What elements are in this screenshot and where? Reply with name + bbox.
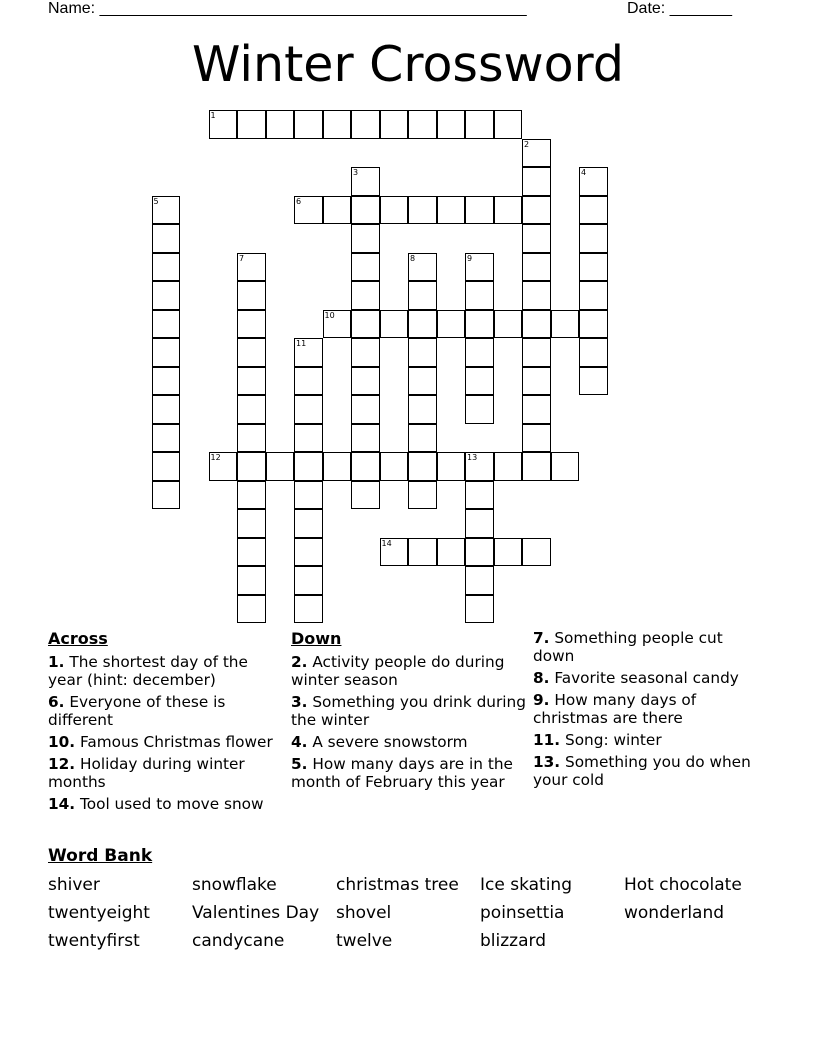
crossword-cell[interactable] bbox=[579, 253, 608, 282]
crossword-cell[interactable] bbox=[522, 395, 551, 424]
word-bank-word: wonderland bbox=[624, 903, 725, 923]
clue-text: Holiday during winter months bbox=[48, 755, 245, 791]
clue-number: 13. bbox=[533, 753, 561, 771]
crossword-cell[interactable] bbox=[522, 367, 551, 396]
clue-text: Something you do when your cold bbox=[533, 753, 751, 789]
clue-number: 11. bbox=[533, 731, 561, 749]
clue-number: 1. bbox=[48, 653, 65, 671]
crossword-cell[interactable] bbox=[465, 253, 494, 282]
crossword-cell[interactable] bbox=[465, 310, 494, 339]
crossword-cell[interactable] bbox=[380, 538, 409, 567]
crossword-cell[interactable] bbox=[465, 509, 494, 538]
crossword-cell[interactable] bbox=[408, 110, 437, 139]
clue-number-label: 3 bbox=[353, 168, 359, 177]
clue-number-label: 14 bbox=[381, 538, 392, 548]
clue-number: 5. bbox=[291, 755, 308, 773]
clue-down-7 bbox=[533, 629, 768, 665]
clue-number-label: 1 bbox=[210, 111, 216, 120]
crossword-cell[interactable] bbox=[323, 452, 352, 481]
clue-number: 6. bbox=[48, 693, 65, 711]
crossword-cell[interactable] bbox=[351, 395, 380, 424]
across-heading: Across bbox=[48, 629, 108, 648]
crossword-cell[interactable] bbox=[408, 310, 437, 339]
crossword-cell[interactable] bbox=[294, 196, 323, 225]
clue-number-label: 7 bbox=[239, 253, 245, 263]
down-heading: Down bbox=[291, 629, 342, 648]
clue-text: Song: winter bbox=[564, 731, 662, 749]
page-title: Winter Crossword bbox=[192, 36, 624, 93]
clue-text: The shortest day of the year (hint: december) bbox=[48, 653, 248, 689]
crossword-cell[interactable] bbox=[266, 452, 295, 481]
crossword-cell[interactable] bbox=[522, 338, 551, 367]
crossword-cell[interactable] bbox=[237, 595, 266, 624]
clue-number-label: 10 bbox=[324, 310, 335, 320]
clue-down-11 bbox=[533, 731, 768, 749]
crossword-cell[interactable] bbox=[408, 367, 437, 396]
crossword-cell[interactable] bbox=[294, 338, 323, 367]
crossword-cell[interactable] bbox=[380, 310, 409, 339]
crossword-cell[interactable] bbox=[465, 338, 494, 367]
word-bank-word: Valentines Day bbox=[192, 903, 320, 923]
crossword-cell[interactable] bbox=[237, 424, 266, 453]
clue-text: How many days of christmas are there bbox=[533, 691, 697, 727]
crossword-cell[interactable] bbox=[579, 310, 608, 339]
clue-number: 14. bbox=[48, 795, 76, 813]
crossword-cell[interactable] bbox=[237, 310, 266, 339]
crossword-cell[interactable] bbox=[465, 481, 494, 510]
clue-number-label: 8 bbox=[410, 253, 416, 263]
crossword-cell[interactable] bbox=[237, 452, 266, 481]
crossword-cell[interactable] bbox=[437, 196, 466, 225]
crossword-cell[interactable] bbox=[380, 452, 409, 481]
crossword-cell[interactable] bbox=[351, 310, 380, 339]
crossword-cell[interactable] bbox=[152, 281, 181, 310]
word-bank-title: Word Bank bbox=[48, 846, 153, 866]
word-bank-word: twelve bbox=[336, 931, 393, 951]
word-bank-word: twentyfirst bbox=[48, 931, 140, 951]
crossword-cell[interactable] bbox=[351, 367, 380, 396]
crossword-cell[interactable] bbox=[522, 424, 551, 453]
crossword-cell[interactable] bbox=[380, 110, 409, 139]
crossword-cell[interactable] bbox=[408, 395, 437, 424]
crossword-cell[interactable] bbox=[152, 424, 181, 453]
crossword-cell[interactable] bbox=[465, 566, 494, 595]
crossword-cell[interactable] bbox=[209, 452, 238, 481]
crossword-cell[interactable] bbox=[266, 110, 295, 139]
crossword-cell[interactable] bbox=[351, 167, 380, 196]
crossword-cell[interactable] bbox=[237, 253, 266, 282]
crossword-cell[interactable] bbox=[294, 424, 323, 453]
clue-text: A severe snowstorm bbox=[312, 733, 468, 751]
crossword-cell[interactable] bbox=[465, 395, 494, 424]
clue-text: Tool used to move snow bbox=[79, 795, 264, 813]
crossword-cell[interactable] bbox=[237, 509, 266, 538]
crossword-cell[interactable] bbox=[522, 281, 551, 310]
crossword-cell[interactable] bbox=[522, 538, 551, 567]
crossword-cell[interactable] bbox=[522, 253, 551, 282]
clue-down-9 bbox=[533, 691, 768, 727]
crossword-cell[interactable] bbox=[351, 110, 380, 139]
word-bank-word: christmas tree bbox=[336, 875, 459, 895]
crossword-cell[interactable] bbox=[465, 538, 494, 567]
crossword-cell[interactable] bbox=[294, 110, 323, 139]
crossword-cell[interactable] bbox=[437, 310, 466, 339]
crossword-cell[interactable] bbox=[494, 452, 523, 481]
word-bank-word: twentyeight bbox=[48, 903, 150, 923]
crossword-cell[interactable] bbox=[237, 538, 266, 567]
clue-across-1 bbox=[48, 653, 283, 689]
word-bank-word: shovel bbox=[336, 903, 392, 923]
clue-across-12 bbox=[48, 755, 283, 791]
crossword-cell[interactable] bbox=[152, 310, 181, 339]
crossword-cell[interactable] bbox=[579, 224, 608, 253]
crossword-cell[interactable] bbox=[579, 367, 608, 396]
crossword-cell[interactable] bbox=[294, 566, 323, 595]
clue-down-5 bbox=[291, 755, 526, 791]
clue-number-label: 9 bbox=[467, 253, 473, 263]
crossword-cell[interactable] bbox=[494, 538, 523, 567]
crossword-cell[interactable] bbox=[408, 196, 437, 225]
crossword-cell[interactable] bbox=[209, 110, 238, 139]
crossword-cell[interactable] bbox=[579, 167, 608, 196]
crossword-cell[interactable] bbox=[294, 509, 323, 538]
crossword-cell[interactable] bbox=[351, 224, 380, 253]
crossword-cell[interactable] bbox=[522, 167, 551, 196]
crossword-cell[interactable] bbox=[408, 538, 437, 567]
word-bank-word: poinsettia bbox=[480, 903, 565, 923]
crossword-cell[interactable] bbox=[294, 367, 323, 396]
clue-number: 9. bbox=[533, 691, 550, 709]
crossword-cell[interactable] bbox=[522, 139, 551, 168]
word-bank-word: Ice skating bbox=[480, 875, 572, 895]
clue-across-14 bbox=[48, 795, 283, 813]
clue-number: 8. bbox=[533, 669, 550, 687]
clue-down-3 bbox=[291, 693, 526, 729]
word-bank-word: Hot chocolate bbox=[624, 875, 742, 895]
crossword-cell[interactable] bbox=[351, 424, 380, 453]
clue-text: Famous Christmas flower bbox=[79, 733, 273, 751]
crossword-cell[interactable] bbox=[380, 196, 409, 225]
crossword-cell[interactable] bbox=[351, 338, 380, 367]
clue-number: 3. bbox=[291, 693, 308, 711]
word-bank-word: candycane bbox=[192, 931, 285, 951]
across-clues bbox=[48, 629, 283, 817]
crossword-cell[interactable] bbox=[323, 110, 352, 139]
crossword-cell[interactable] bbox=[408, 452, 437, 481]
crossword-cell[interactable] bbox=[579, 196, 608, 225]
crossword-cell[interactable] bbox=[494, 310, 523, 339]
crossword-cell[interactable] bbox=[465, 196, 494, 225]
crossword-cell[interactable] bbox=[237, 395, 266, 424]
crossword-cell[interactable] bbox=[351, 196, 380, 225]
crossword-cell[interactable] bbox=[237, 110, 266, 139]
clue-across-6 bbox=[48, 693, 283, 729]
crossword-cell[interactable] bbox=[294, 538, 323, 567]
clue-down-2 bbox=[291, 653, 526, 689]
crossword-cell[interactable] bbox=[408, 281, 437, 310]
crossword-cell[interactable] bbox=[323, 196, 352, 225]
word-bank-word: shiver bbox=[48, 875, 100, 895]
crossword-cell[interactable] bbox=[152, 338, 181, 367]
clue-across-10 bbox=[48, 733, 283, 751]
clue-down-13 bbox=[533, 753, 768, 789]
crossword-cell[interactable] bbox=[465, 452, 494, 481]
crossword-cell[interactable] bbox=[437, 452, 466, 481]
clue-number: 4. bbox=[291, 733, 308, 751]
clue-down-4 bbox=[291, 733, 526, 751]
crossword-cell[interactable] bbox=[465, 281, 494, 310]
crossword-cell[interactable] bbox=[237, 566, 266, 595]
clue-number-label: 11 bbox=[296, 339, 307, 348]
clue-text: How many days are in the month of February this year bbox=[291, 755, 513, 791]
clue-number-label: 2 bbox=[524, 139, 530, 149]
crossword-cell[interactable] bbox=[351, 452, 380, 481]
crossword-cell[interactable] bbox=[408, 481, 437, 510]
clue-text: Something people cut down bbox=[533, 629, 723, 665]
crossword-cell[interactable] bbox=[152, 367, 181, 396]
crossword-cell[interactable] bbox=[437, 110, 466, 139]
crossword-cell[interactable] bbox=[152, 395, 181, 424]
down-clues-continued bbox=[533, 629, 768, 793]
crossword-cell[interactable] bbox=[152, 196, 181, 225]
crossword-cell[interactable] bbox=[237, 481, 266, 510]
name-field[interactable]: Name: ________________________________________________ bbox=[48, 0, 527, 17]
date-field[interactable]: Date: _______ bbox=[627, 0, 732, 17]
crossword-cell[interactable] bbox=[294, 452, 323, 481]
crossword-cell[interactable] bbox=[437, 538, 466, 567]
crossword-cell[interactable] bbox=[551, 452, 580, 481]
crossword-cell[interactable] bbox=[494, 196, 523, 225]
word-bank-word: snowflake bbox=[192, 875, 277, 895]
crossword-cell[interactable] bbox=[237, 281, 266, 310]
crossword-cell[interactable] bbox=[294, 395, 323, 424]
clue-number-label: 6 bbox=[296, 196, 302, 206]
crossword-cell[interactable] bbox=[152, 253, 181, 282]
clue-number: 12. bbox=[48, 755, 76, 773]
crossword-cell[interactable] bbox=[522, 310, 551, 339]
crossword-cell[interactable] bbox=[323, 310, 352, 339]
crossword-cell[interactable] bbox=[152, 481, 181, 510]
crossword-cell[interactable] bbox=[351, 253, 380, 282]
crossword-cell[interactable] bbox=[408, 253, 437, 282]
crossword-cell[interactable] bbox=[408, 424, 437, 453]
clue-number-label: 5 bbox=[153, 196, 159, 206]
clue-number: 7. bbox=[533, 629, 550, 647]
crossword-cell[interactable] bbox=[522, 452, 551, 481]
down-clues bbox=[291, 629, 526, 795]
crossword-cell[interactable] bbox=[351, 281, 380, 310]
crossword-cell[interactable] bbox=[551, 310, 580, 339]
clue-number-label: 13 bbox=[467, 453, 478, 462]
crossword-cell[interactable] bbox=[294, 595, 323, 624]
crossword-cell[interactable] bbox=[522, 224, 551, 253]
crossword-cell[interactable] bbox=[579, 281, 608, 310]
crossword-cell[interactable] bbox=[579, 338, 608, 367]
clue-number-label: 12 bbox=[210, 453, 221, 462]
clue-number: 10. bbox=[48, 733, 76, 751]
word-bank-word: blizzard bbox=[480, 931, 546, 951]
clue-number: 2. bbox=[291, 653, 308, 671]
clue-text: Something you drink during the winter bbox=[291, 693, 526, 729]
word-bank bbox=[48, 874, 788, 952]
clue-text: Everyone of these is different bbox=[48, 693, 226, 729]
crossword-cell[interactable] bbox=[152, 452, 181, 481]
crossword-cell[interactable] bbox=[522, 196, 551, 225]
clue-text: Favorite seasonal candy bbox=[554, 669, 739, 687]
crossword-cell[interactable] bbox=[237, 367, 266, 396]
crossword-cell[interactable] bbox=[465, 367, 494, 396]
crossword-cell[interactable] bbox=[494, 110, 523, 139]
clue-number-label: 4 bbox=[581, 168, 587, 177]
crossword-cell[interactable] bbox=[152, 224, 181, 253]
crossword-cell[interactable] bbox=[351, 481, 380, 510]
clue-down-8 bbox=[533, 669, 768, 687]
crossword-cell[interactable] bbox=[465, 595, 494, 624]
crossword-cell[interactable] bbox=[294, 481, 323, 510]
crossword-cell[interactable] bbox=[408, 338, 437, 367]
crossword-cell[interactable] bbox=[237, 338, 266, 367]
clue-text: Activity people do during winter season bbox=[291, 653, 505, 689]
crossword-cell[interactable] bbox=[465, 110, 494, 139]
